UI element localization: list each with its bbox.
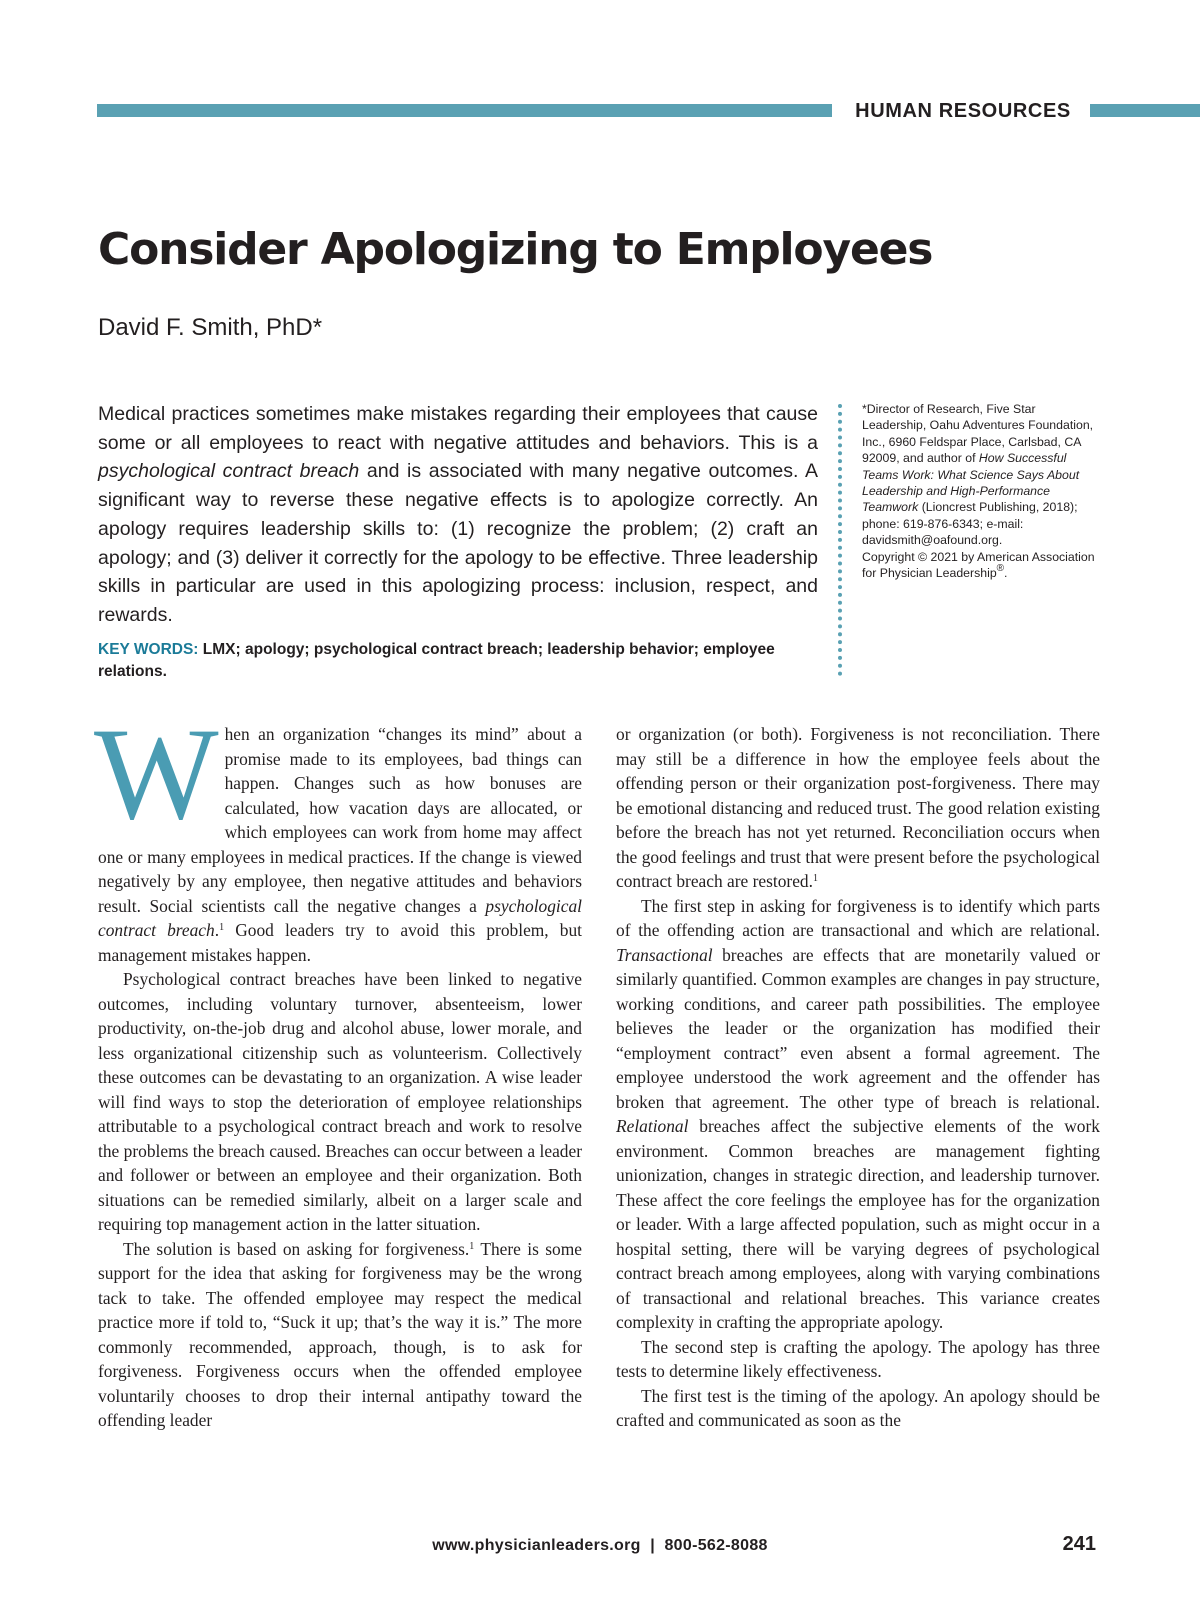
body-column-left (94, 700, 582, 1433)
citation-ref: 1 (219, 922, 225, 933)
abstract: Medical practices sometimes make mistakes regarding their employees that cause some or all employees to react with negative attitudes and behaviors. This is a psychological contract breach and is associated with many negative outcomes. A significant way to reverse these negative effects is to apologize correctly. An apology requires leadership skills to: (1) recognize the problem; (2) craft an apology; and (3) deliver it correctly for the apology to be effective. Three leadership skills in particular are used in this apologizing process: inclusion, respect, and rewards. (98, 403, 818, 626)
keywords-list: LMX; apology; psychological contract breach; leadership behavior; employee relations. (98, 641, 775, 680)
author-note: *Director of Research, Five Star Leadership, Oahu Adventures Foundation, Inc., 6960 Feldspar Place, Carlsbad, CA 92009, and author of How Successful Teams Work: What Science Says About Leadership and High-Performance Teamwork (Lioncrest Publishing, 2018); phone: 619-876-6343; e-mail: davidsmith@oafound.org. Copyright © 2021 by American Association for Physician Leadership®. (862, 402, 1095, 581)
paragraph: The first step in asking for forgiveness is to identify which parts of the offending action are transactional and which are relational. Transactional breaches are effects that are monetarily valued or similarly quantified. Common examples are changes in pay structure, working conditions, and career path possibilities. The employee believes the leader or the organization has modified their “employment contract” even absent a formal agreement. The employee understood the work agreement and the offender has broken that agreement. The other type of breach is relational. Relational breaches affect the subjective elements of the work environment. Common breaches are management fighting unionization, changes in strategic direction, and leadership turnover. These affect the core feelings the employee has for the organization or leader. With a large affected population, such as might occur in a hospital setting, there will be varying degrees of psychological contract breach among employees, along with varying combinations of transactional and relational breaches. This variance creates complexity in crafting the appropriate apology. (616, 895, 1100, 1332)
paragraph: The second step is crafting the apology. The apology has three tests to determine likely effectiveness. (616, 1336, 1100, 1381)
paragraph: Psychological contract breaches have been linked to negative outcomes, including voluntary turnover, absenteeism, lower productivity, on-the-job drug and alcohol abuse, lower morale, and less organizational citizenship such as volunteerism. Collectively these outcomes can be devastating to an organization. A wise leader will find ways to stop the deterioration of employee relationships attributable to a psychological contract breach and work to resolve the problems the breach caused. Breaches can occur between a leader and follower or between an employee and their organization. Both situations can be remedied similarly, albeit on a larger scale and requiring top management action in the latter situation. (98, 969, 582, 1234)
footer-site-info: www.physicianleaders.org | 800-562-8088 (432, 1537, 768, 1554)
drop-cap: W (94, 700, 219, 847)
body-column-right (616, 722, 1100, 1433)
article-title: Consider Apologizing to Employees (98, 224, 933, 275)
citation-ref: 1 (469, 1240, 475, 1252)
keywords-label: KEY WORDS: (98, 641, 199, 658)
header-rule-right (1090, 104, 1200, 117)
abstract-key-term: psychological contract breach (98, 460, 360, 483)
keywords (98, 639, 818, 683)
page-number: 241 (1062, 1533, 1096, 1555)
paragraph: The first test is the timing of the apology. An apology should be crafted and communicated as soon as the (616, 1385, 1100, 1430)
citation-ref: 1 (812, 873, 818, 884)
paragraph: When an organization “changes its mind” about a promise made to its employees, bad things can happen. Changes such as how bonuses are calculated, how vacation days are allocated, or which employees can work from home may affect one or many employees in medical practices. If the change is viewed negatively by any employee, then negative attitudes and behaviors result. Social scientists call the negative changes a psychological contract breach.$^1$ Good leaders try to avoid this problem, but management mistakes happen. (94, 700, 582, 965)
paragraph: The solution is based on asking for forgiveness.$^1$ There is some support for the idea that asking for forgiveness may be the wrong tack to take. The offended employee may respect the medical practice more if told to, “Suck it up; that’s the way it is.” The more commonly recommended, approach, though, is to ask for forgiveness. Forgiveness occurs when the offended employee voluntarily chooses to drop their internal antipathy toward the offending leader (98, 1238, 582, 1430)
header-rule-left (97, 104, 832, 117)
dotted-divider (838, 404, 842, 676)
paragraph: or organization (or both). Forgiveness is not reconciliation. There may still be a difference in how the employee feels about the offending person or their organization post-forgiveness. There may be emotional distancing and reduced trust. The good relation existing before the breach has not yet returned. Reconciliation occurs when the good feelings and trust that were present before the psychological contract breach are restored.$^1$ (616, 724, 1100, 891)
section-label: HUMAN RESOURCES (855, 100, 1071, 122)
author-name: David F. Smith, PhD* (98, 314, 323, 341)
